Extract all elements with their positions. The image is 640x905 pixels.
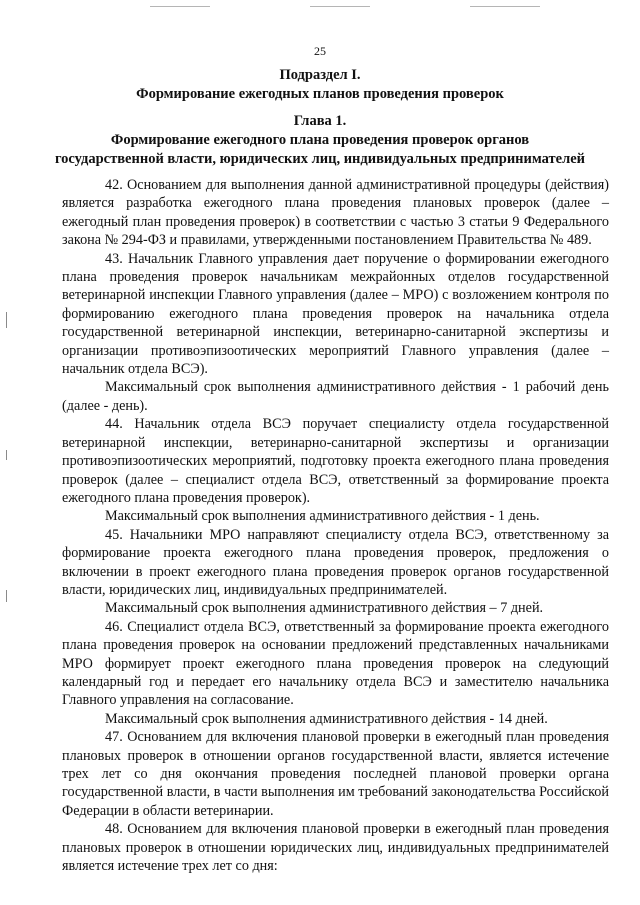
- paragraph-42: 42. Основанием для выполнения данной административной процедуры (действия) является разработка ежегодного плана проведения плановых проверок (далее – ежегодный план проведения проверок) в соответствии с частью 3 статьи 9 Федерального закона № 294-ФЗ и правилами, утвержденными постановлением Правительства № 489.: [62, 177, 609, 249]
- scan-artifact: [150, 6, 210, 7]
- scan-artifact: [6, 450, 7, 460]
- scan-artifact: [6, 590, 7, 602]
- scan-artifact: [310, 6, 370, 7]
- chapter-heading: [40, 112, 600, 169]
- chapter-title: Глава 1.: [293, 113, 347, 129]
- paragraph-48: 48. Основанием для включения плановой проверки в ежегодный план проведения плановых проверок в отношении юридических лиц, индивидуальных предпринимателей является истечение трех лет со дня:: [62, 821, 609, 875]
- chapter-subtitle-line2: государственной власти, юридических лиц, индивидуальных предпринимателей: [54, 151, 586, 167]
- deadline-note: Максимальный срок выполнения административного действия - 1 день.: [105, 508, 540, 525]
- document-body: [62, 176, 609, 875]
- paragraph-47: 47. Основанием для включения плановой проверки в ежегодный план проведения плановых проверок в отношении органов государственной власти, является истечение трех лет со дня окончания проведения последней плановой проверки органа государственной власти, в части выполнения им требований законодательства Российской Федерации в области ветеринарии.: [62, 729, 609, 819]
- deadline-note: Максимальный срок выполнения административного действия - 1 рабочий день (далее - день).: [62, 379, 609, 414]
- subsection-heading: [40, 66, 600, 104]
- paragraph-44: 44. Начальник отдела ВСЭ поручает специалисту отдела государственной ветеринарной инспекции, ветеринарно-санитарной экспертизы и организации противоэпизоотических мероприятий, подготовку проекта ежегодного плана проведения проверок (далее – специалист отдела ВСЭ, ответственный за формирование проекта ежегодного плана проведения проверок).: [62, 416, 609, 506]
- deadline-note: Максимальный срок выполнения административного действия - 14 дней.: [105, 710, 548, 727]
- page-number: 25: [314, 44, 326, 58]
- scan-artifact: [6, 312, 7, 328]
- scan-artifact: [470, 6, 540, 7]
- chapter-subtitle-line1: Формирование ежегодного плана проведения проверок органов: [110, 132, 530, 148]
- subsection-subtitle: Формирование ежегодных планов проведения проверок: [136, 86, 504, 102]
- paragraph-43: 43. Начальник Главного управления дает поручение о формировании ежегодного плана проведения проверок начальникам межрайонных отделов государственной ветеринарной инспекции Главного управления (далее – МРО) с возложением контроля по формированию ежегодного плана проведения проверок на начальника отдела государственной ветеринарной инспекции, ветеринарно-санитарной экспертизы и организации противоэпизоотических мероприятий Главного управления (далее – начальник отдела ВСЭ).: [62, 250, 609, 378]
- subsection-title: Подраздел I.: [279, 67, 361, 83]
- paragraph-46: 46. Специалист отдела ВСЭ, ответственный за формирование проекта ежегодного плана проведения проверок на основании предложений представленных начальниками МРО формирует проект ежегодного плана проведения проверок на следующий календарный год и передает его начальнику отдела ВСЭ и заместителю начальника Главного управления на согласование.: [62, 618, 609, 709]
- deadline-note: Максимальный срок выполнения административного действия – 7 дней.: [105, 600, 544, 617]
- paragraph-45: 45. Начальники МРО направляют специалисту отдела ВСЭ, ответственному за формирование проекта ежегодного плана проведения проверок, предложения о включении в проект ежегодного плана проведения проверок органов государственной власти, юридических лиц, индивидуальных предпринимателей.: [62, 526, 609, 598]
